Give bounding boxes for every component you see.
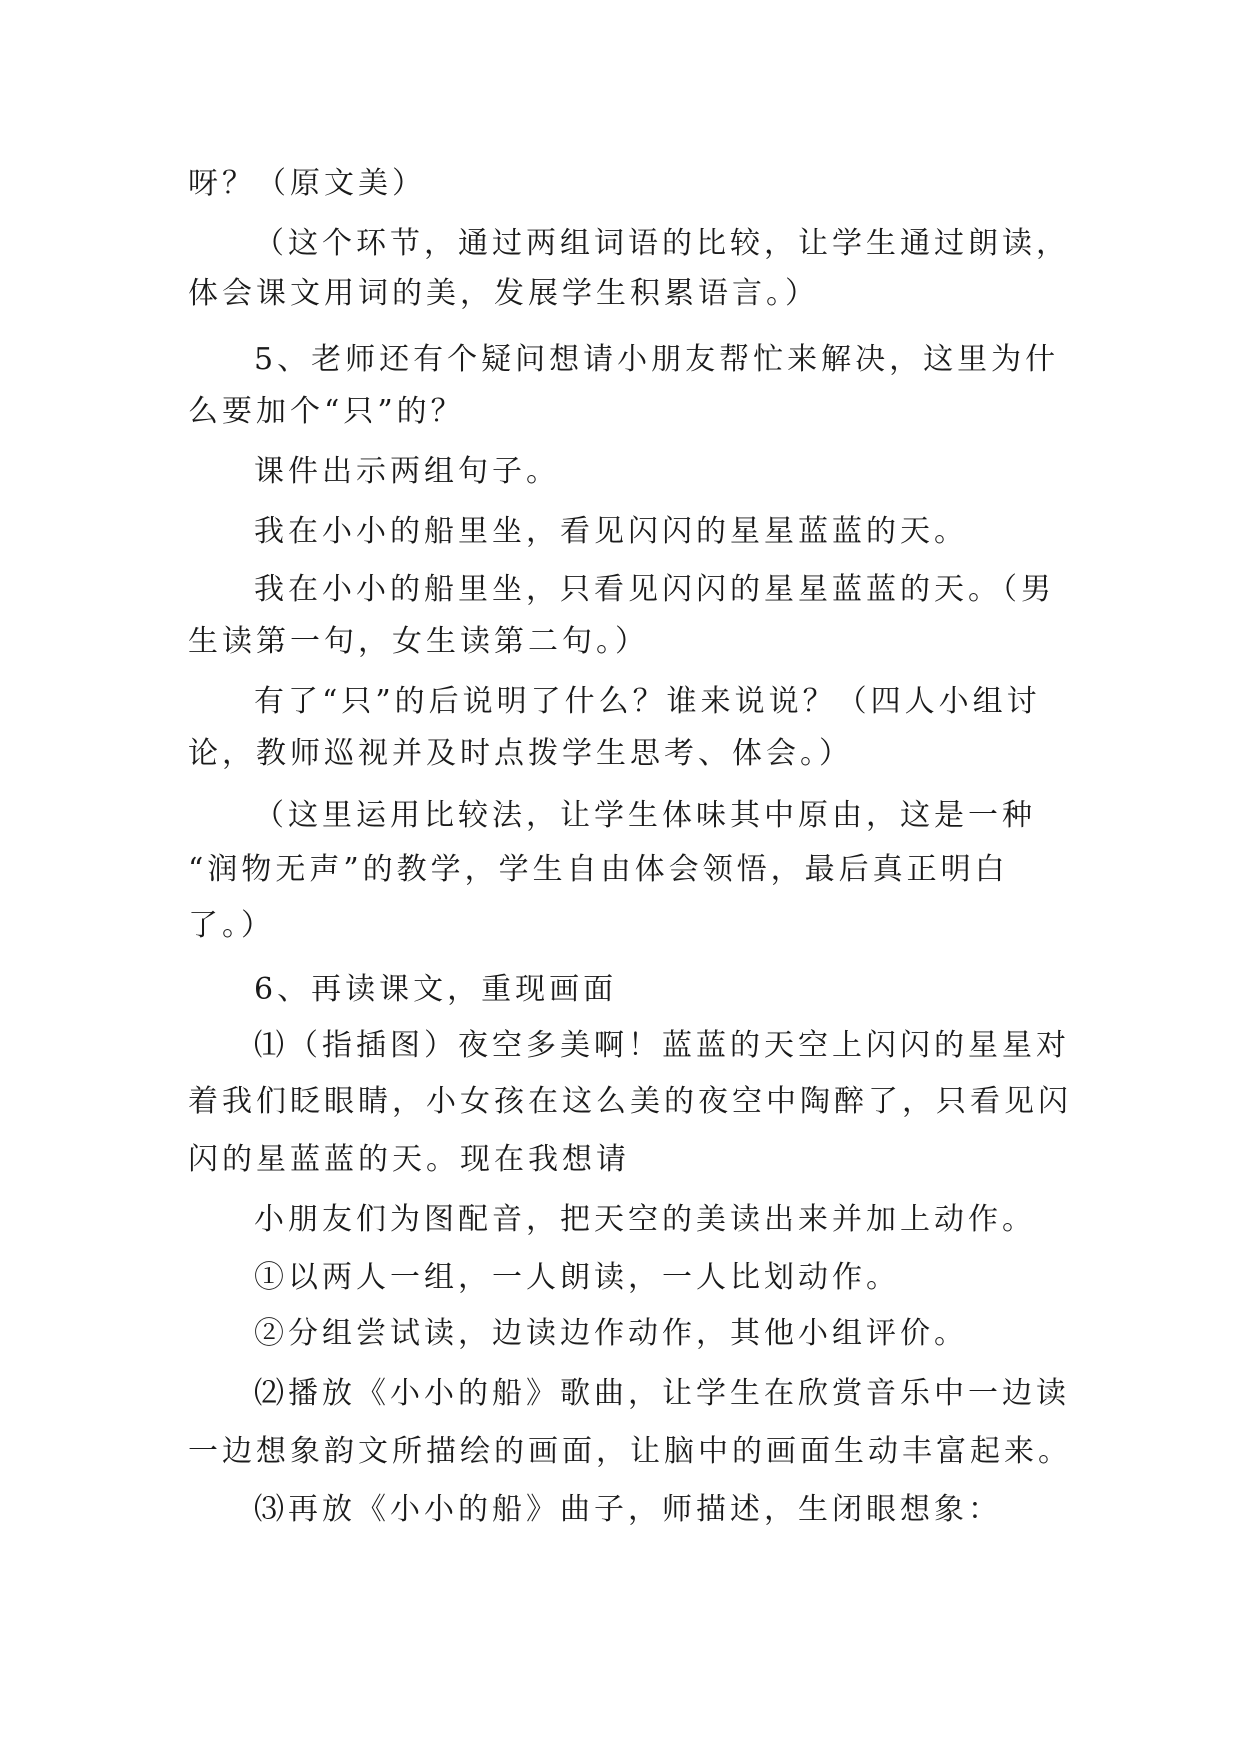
text-line: 有了“只”的后说明了什么？谁来说说？（四人小组讨	[254, 684, 1041, 719]
text-line: 我在小小的船里坐，只看见闪闪的星星蓝蓝的天。（男	[254, 572, 1055, 607]
text-line: 生读第一句，女生读第二句。）	[188, 624, 649, 659]
text-line: 体会课文用词的美，发展学生积累语言。）	[188, 276, 819, 311]
text-line: （这个环节，通过两组词语的比较，让学生通过朗读，	[254, 226, 1070, 261]
text-line: 呀？（原文美）	[188, 166, 426, 201]
text-line: 小朋友们为图配音，把天空的美读出来并加上动作。	[254, 1202, 1036, 1237]
text-line: ⑴（指插图）夜空多美啊！蓝蓝的天空上闪闪的星星对	[254, 1028, 1070, 1063]
text-line: 6、再读课文，重现画面	[254, 972, 618, 1007]
text-line: ②分组尝试读，边读边作动作，其他小组评价。	[254, 1316, 968, 1351]
text-line: 5、老师还有个疑问想请小朋友帮忙来解决，这里为什	[254, 342, 1060, 377]
text-line: 着我们眨眼睛，小女孩在这么美的夜空中陶醉了，只看见闪	[188, 1084, 1072, 1119]
text-line: ⑶再放《小小的船》曲子，师描述，生闭眼想象：	[254, 1492, 1002, 1527]
text-line: （这里运用比较法，让学生体味其中原由，这是一种	[254, 798, 1036, 833]
text-line: 么要加个“只”的？	[188, 394, 465, 429]
text-line: 论，教师巡视并及时点拨学生思考、体会。）	[188, 736, 853, 771]
text-line: 课件出示两组句子。	[254, 454, 560, 489]
text-line: 闪的星蓝蓝的天。现在我想请	[188, 1142, 630, 1177]
text-line: 了。）	[188, 908, 275, 943]
text-line: 我在小小的船里坐，看见闪闪的星星蓝蓝的天。	[254, 514, 968, 549]
text-line: 一边想象韵文所描绘的画面，让脑中的画面生动丰富起来。	[188, 1434, 1072, 1469]
text-line: ①以两人一组，一人朗读，一人比划动作。	[254, 1260, 900, 1295]
text-line: “润物无声”的教学，学生自由体会领悟，最后真正明白	[188, 852, 1009, 887]
text-line: ⑵播放《小小的船》歌曲，让学生在欣赏音乐中一边读	[254, 1376, 1070, 1411]
